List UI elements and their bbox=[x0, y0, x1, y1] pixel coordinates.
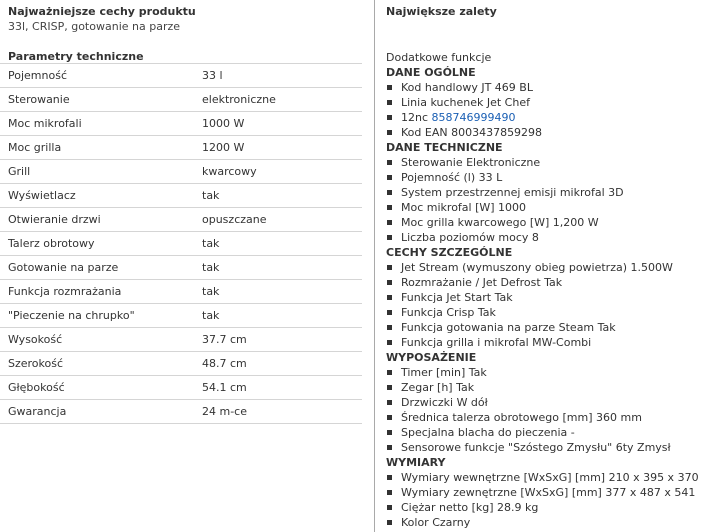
bullet-icon bbox=[387, 265, 392, 270]
list-item bbox=[386, 260, 711, 275]
param-value: tak bbox=[202, 189, 220, 202]
advantages-title: Największe zalety bbox=[386, 5, 497, 18]
extra-functions-title: Dodatkowe funkcje bbox=[386, 51, 492, 64]
param-value: tak bbox=[202, 237, 220, 250]
param-value: 37.7 cm bbox=[202, 333, 247, 346]
list-item-text: Moc grilla kwarcowego [W] 1,200 W bbox=[401, 216, 599, 229]
param-value: 54.1 cm bbox=[202, 381, 247, 394]
list-item-text: Funkcja Jet Start Tak bbox=[401, 291, 513, 304]
list-item bbox=[386, 410, 711, 425]
section-heading: WYMIARY bbox=[386, 456, 446, 469]
bullet-icon bbox=[387, 190, 392, 195]
table-row bbox=[0, 327, 362, 351]
list-item-text: Kod EAN 8003437859298 bbox=[401, 126, 543, 139]
section-heading: DANE OGÓLNE bbox=[386, 66, 476, 79]
section-heading: CECHY SZCZEGÓLNE bbox=[386, 246, 513, 259]
list-item bbox=[386, 230, 711, 245]
param-label: Talerz obrotowy bbox=[8, 237, 95, 250]
right-panel bbox=[386, 0, 711, 532]
bullet-icon bbox=[387, 520, 392, 525]
bullet-icon bbox=[387, 385, 392, 390]
bullet-icon bbox=[387, 100, 392, 105]
param-value: 33 l bbox=[202, 69, 223, 82]
param-label: Szerokość bbox=[8, 357, 64, 370]
list-item-text: Kolor Czarny bbox=[401, 516, 471, 529]
table-row bbox=[0, 63, 362, 87]
list-item-text: Funkcja Crisp Tak bbox=[401, 306, 496, 319]
list-item bbox=[386, 380, 711, 395]
list-item-text: 12nc bbox=[401, 111, 432, 124]
table-row bbox=[0, 351, 362, 375]
bullet-icon bbox=[387, 340, 392, 345]
table-row bbox=[0, 303, 362, 327]
param-value: 1000 W bbox=[202, 117, 245, 130]
list-item bbox=[386, 515, 711, 530]
param-value: kwarcowy bbox=[202, 165, 257, 178]
table-row bbox=[0, 135, 362, 159]
list-item bbox=[386, 485, 711, 500]
table-row bbox=[0, 159, 362, 183]
param-value: tak bbox=[202, 285, 220, 298]
param-value: 24 m-ce bbox=[202, 405, 247, 418]
table-row bbox=[0, 111, 362, 135]
list-item bbox=[386, 215, 711, 230]
table-row bbox=[0, 279, 362, 303]
param-label: Grill bbox=[8, 165, 31, 178]
list-item bbox=[386, 305, 711, 320]
section-heading: WYPOSAŻENIE bbox=[386, 351, 477, 364]
list-item-text: Pojemność (l) 33 L bbox=[401, 171, 503, 184]
params-title: Parametry techniczne bbox=[8, 50, 144, 63]
list-item bbox=[386, 155, 711, 170]
bullet-icon bbox=[387, 505, 392, 510]
section-heading: DANE TECHNICZNE bbox=[386, 141, 503, 154]
table-row bbox=[0, 207, 362, 231]
bullet-icon bbox=[387, 310, 392, 315]
list-item-text: Liczba poziomów mocy 8 bbox=[401, 231, 539, 244]
list-item bbox=[386, 80, 711, 95]
bullet-icon bbox=[387, 400, 392, 405]
list-item-text: Drzwiczki W dół bbox=[401, 396, 488, 409]
list-item-text: Specjalna blacha do pieczenia - bbox=[401, 426, 575, 439]
param-value: opuszczane bbox=[202, 213, 267, 226]
list-item bbox=[386, 365, 711, 380]
list-item-text: Jet Stream (wymuszony obieg powietrza) 1.500W bbox=[401, 261, 673, 274]
list-item-text: Wymiary wewnętrzne [WxSxG] [mm] 210 x 395 x 370 bbox=[401, 471, 699, 484]
list-item bbox=[386, 395, 711, 410]
param-label: Sterowanie bbox=[8, 93, 70, 106]
list-item-text: Moc mikrofal [W] 1000 bbox=[401, 201, 527, 214]
list-item bbox=[386, 440, 711, 455]
list-item bbox=[386, 185, 711, 200]
list-item-text: Średnica talerza obrotowego [mm] 360 mm bbox=[401, 411, 642, 424]
list-item-text: Funkcja gotowania na parze Steam Tak bbox=[401, 321, 616, 334]
param-label: Głębokość bbox=[8, 381, 65, 394]
param-value: 48.7 cm bbox=[202, 357, 247, 370]
param-label: "Pieczenie na chrupko" bbox=[8, 309, 135, 322]
param-label: Moc grilla bbox=[8, 141, 62, 154]
list-item-text: Ciężar netto [kg] 28.9 kg bbox=[401, 501, 539, 514]
list-item bbox=[386, 95, 711, 110]
param-label: Funkcja rozmrażania bbox=[8, 285, 122, 298]
bullet-icon bbox=[387, 370, 392, 375]
table-row bbox=[0, 255, 362, 279]
list-item bbox=[386, 320, 711, 335]
bullet-icon bbox=[387, 280, 392, 285]
bullet-icon bbox=[387, 115, 392, 120]
bullet-icon bbox=[387, 130, 392, 135]
param-value: tak bbox=[202, 309, 220, 322]
table-row bbox=[0, 231, 362, 255]
list-item-text: Rozmrażanie / Jet Defrost Tak bbox=[401, 276, 563, 289]
product-code-link[interactable]: 858746999490 bbox=[431, 111, 516, 124]
bullet-icon bbox=[387, 445, 392, 450]
table-row bbox=[0, 87, 362, 111]
table-row bbox=[0, 183, 362, 207]
list-item bbox=[386, 500, 711, 515]
param-label: Wysokość bbox=[8, 333, 63, 346]
bullet-icon bbox=[387, 85, 392, 90]
bullet-icon bbox=[387, 220, 392, 225]
list-item bbox=[386, 200, 711, 215]
extra-functions-list bbox=[386, 50, 711, 530]
param-label: Otwieranie drzwi bbox=[8, 213, 101, 226]
list-item-text: Wymiary zewnętrzne [WxSxG] [mm] 377 x 487 x 541 bbox=[401, 486, 696, 499]
bullet-icon bbox=[387, 295, 392, 300]
list-item bbox=[386, 335, 711, 350]
param-value: 1200 W bbox=[202, 141, 245, 154]
param-label: Moc mikrofali bbox=[8, 117, 82, 130]
bullet-icon bbox=[387, 160, 392, 165]
list-item-text: Funkcja grilla i mikrofal MW-Combi bbox=[401, 336, 592, 349]
param-label: Pojemność bbox=[8, 69, 67, 82]
bullet-icon bbox=[387, 415, 392, 420]
features-text: 33l, CRISP, gotowanie na parze bbox=[8, 20, 181, 33]
bullet-icon bbox=[387, 205, 392, 210]
params-table bbox=[0, 63, 362, 424]
list-item-text: Sensorowe funkcje "Szóstego Zmysłu" 6ty Zmysł bbox=[401, 441, 671, 454]
param-value: elektroniczne bbox=[202, 93, 276, 106]
bullet-icon bbox=[387, 325, 392, 330]
param-label: Gotowanie na parze bbox=[8, 261, 119, 274]
list-item-text: Timer [min] Tak bbox=[401, 366, 487, 379]
list-item-text: Kod handlowy JT 469 BL bbox=[401, 81, 533, 94]
features-title: Najważniejsze cechy produktu bbox=[8, 5, 196, 18]
bullet-icon bbox=[387, 235, 392, 240]
list-item bbox=[386, 275, 711, 290]
list-item-text: Zegar [h] Tak bbox=[401, 381, 475, 394]
table-row bbox=[0, 399, 362, 424]
list-item bbox=[386, 470, 711, 485]
param-value: tak bbox=[202, 261, 220, 274]
list-item bbox=[386, 125, 711, 140]
list-item-text: Linia kuchenek Jet Chef bbox=[401, 96, 530, 109]
list-item-text: Sterowanie Elektroniczne bbox=[401, 156, 541, 169]
param-label: Gwarancja bbox=[8, 405, 67, 418]
bullet-icon bbox=[387, 175, 392, 180]
list-item bbox=[386, 170, 711, 185]
list-item bbox=[386, 290, 711, 305]
list-item bbox=[386, 425, 711, 440]
bullet-icon bbox=[387, 430, 392, 435]
column-divider bbox=[374, 0, 375, 532]
bullet-icon bbox=[387, 490, 392, 495]
table-row bbox=[0, 375, 362, 399]
bullet-icon bbox=[387, 475, 392, 480]
list-item-text: System przestrzennej emisji mikrofal 3D bbox=[401, 186, 624, 199]
list-item bbox=[386, 110, 711, 125]
param-label: Wyświetlacz bbox=[8, 189, 76, 202]
